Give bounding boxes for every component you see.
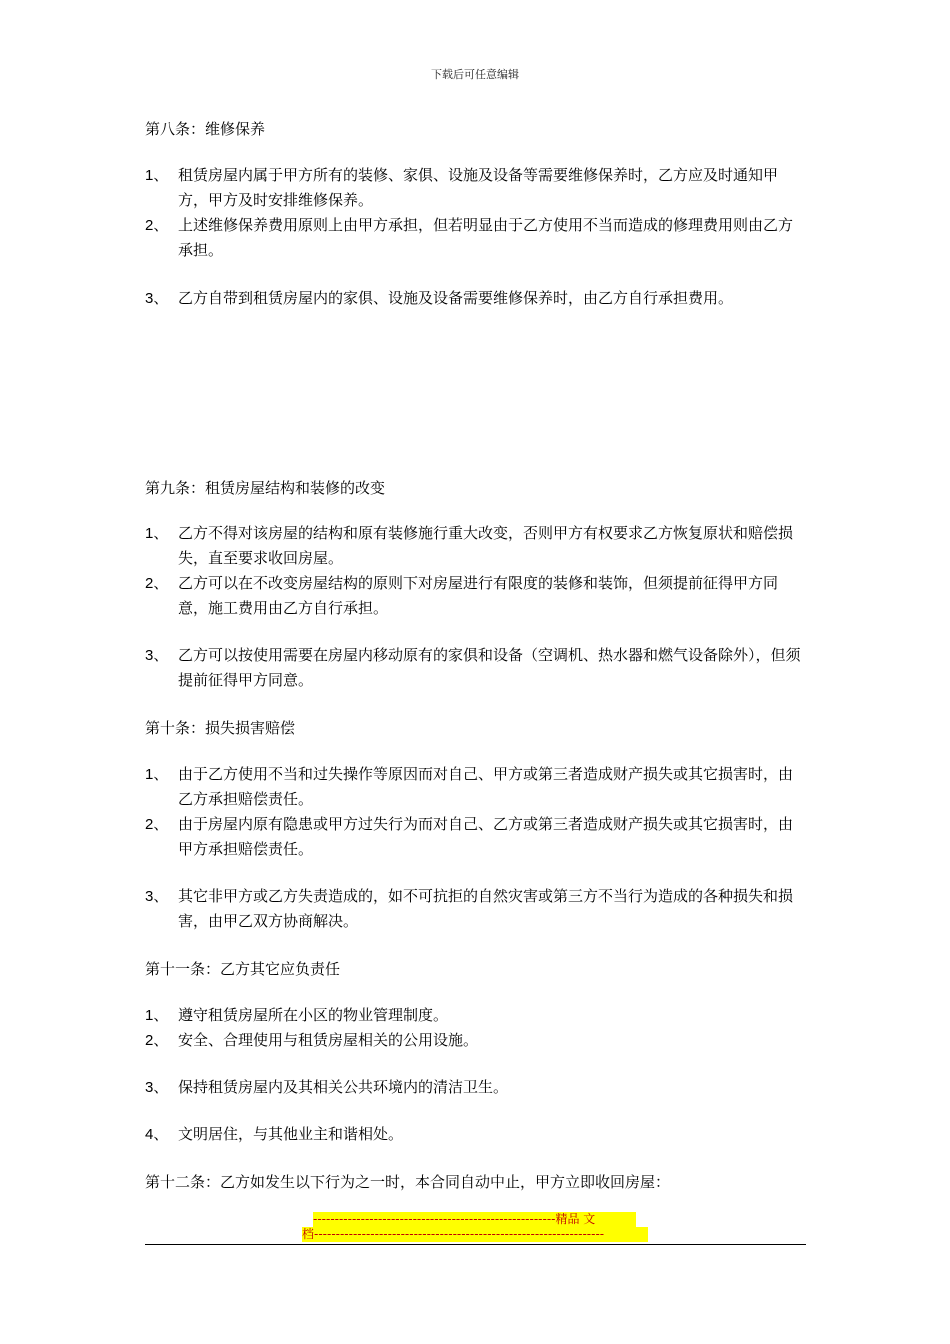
- footer-divider: [145, 1244, 806, 1245]
- item-text: 上述维修保养费用原则上由甲方承担，但若明显由于乙方使用不当而造成的修理费用则由乙方承担。: [178, 216, 794, 259]
- article-11-heading: 第十一条：乙方其它应负责任: [145, 960, 341, 978]
- footer-watermark-line-1: --------------------------------------------------------精品 文: [313, 1212, 636, 1227]
- article-8-heading: 第八条：维修保养: [145, 120, 266, 138]
- item-text: 遵守租赁房屋所在小区的物业管理制度。: [178, 1006, 449, 1024]
- item-number: 1、: [145, 167, 169, 184]
- article-10-item-1: [145, 762, 805, 812]
- item-text: 乙方可以按使用需要在房屋内移动原有的家俱和设备（空调机、热水器和燃气设备除外），但须提前征得甲方同意。: [178, 646, 801, 689]
- item-text: 保持租赁房屋内及其相关公共环境内的清洁卫生。: [178, 1078, 509, 1096]
- item-number: 3、: [145, 647, 169, 664]
- article-8-item-3: [145, 286, 805, 311]
- article-12-heading: 第十二条：乙方如发生以下行为之一时，本合同自动中止，甲方立即收回房屋：: [145, 1173, 671, 1191]
- item-number: 1、: [145, 525, 169, 542]
- item-number: 2、: [145, 1032, 169, 1049]
- item-number: 4、: [145, 1126, 169, 1143]
- article-9-item-2: [145, 571, 805, 621]
- item-number: 1、: [145, 1007, 169, 1024]
- article-10-item-2: [145, 812, 805, 862]
- item-text: 其它非甲方或乙方失责造成的，如不可抗拒的自然灾害或第三方不当行为造成的各种损失和损害，由甲乙双方协商解决。: [178, 887, 794, 930]
- article-10-heading: 第十条：损失损害赔偿: [145, 719, 296, 737]
- item-number: 1、: [145, 766, 169, 783]
- article-11-item-4: [145, 1122, 805, 1147]
- item-number: 3、: [145, 888, 169, 905]
- item-text: 由于乙方使用不当和过失操作等原因而对自己、甲方或第三者造成财产损失或其它损害时，由乙方承担赔偿责任。: [178, 765, 794, 808]
- article-9-heading: 第九条：租赁房屋结构和装修的改变: [145, 479, 386, 497]
- article-9-item-3: [145, 643, 805, 693]
- item-number: 2、: [145, 816, 169, 833]
- footer-watermark-line-2: 档-------------------------------------------------------------------: [302, 1227, 648, 1242]
- item-text: 乙方可以在不改变房屋结构的原则下对房屋进行有限度的装修和装饰，但须提前征得甲方同意，施工费用由乙方自行承担。: [178, 574, 779, 617]
- article-8-item-2: [145, 213, 805, 263]
- article-11-item-3: [145, 1075, 805, 1100]
- item-number: 3、: [145, 1079, 169, 1096]
- item-number: 2、: [145, 575, 169, 592]
- article-9-item-1: [145, 521, 805, 571]
- item-text: 乙方自带到租赁房屋内的家俱、设施及设备需要维修保养时，由乙方自行承担费用。: [178, 289, 734, 307]
- item-text: 乙方不得对该房屋的结构和原有装修施行重大改变，否则甲方有权要求乙方恢复原状和赔偿损失，直至要求收回房屋。: [178, 524, 794, 567]
- article-11-item-1: [145, 1003, 805, 1028]
- article-8-item-1: [145, 163, 805, 213]
- item-text: 由于房屋内原有隐患或甲方过失行为而对自己、乙方或第三者造成财产损失或其它损害时，由甲方承担赔偿责任。: [178, 815, 794, 858]
- item-text: 租赁房屋内属于甲方所有的装修、家俱、设施及设备等需要维修保养时，乙方应及时通知甲方，甲方及时安排维修保养。: [178, 166, 779, 209]
- page-header: 下载后可任意编辑: [431, 68, 519, 81]
- item-number: 2、: [145, 217, 169, 234]
- article-10-item-3: [145, 884, 805, 934]
- article-11-item-2: [145, 1028, 805, 1053]
- item-text: 文明居住，与其他业主和谐相处。: [178, 1125, 404, 1143]
- item-text: 安全、合理使用与租赁房屋相关的公用设施。: [178, 1031, 479, 1049]
- item-number: 3、: [145, 290, 169, 307]
